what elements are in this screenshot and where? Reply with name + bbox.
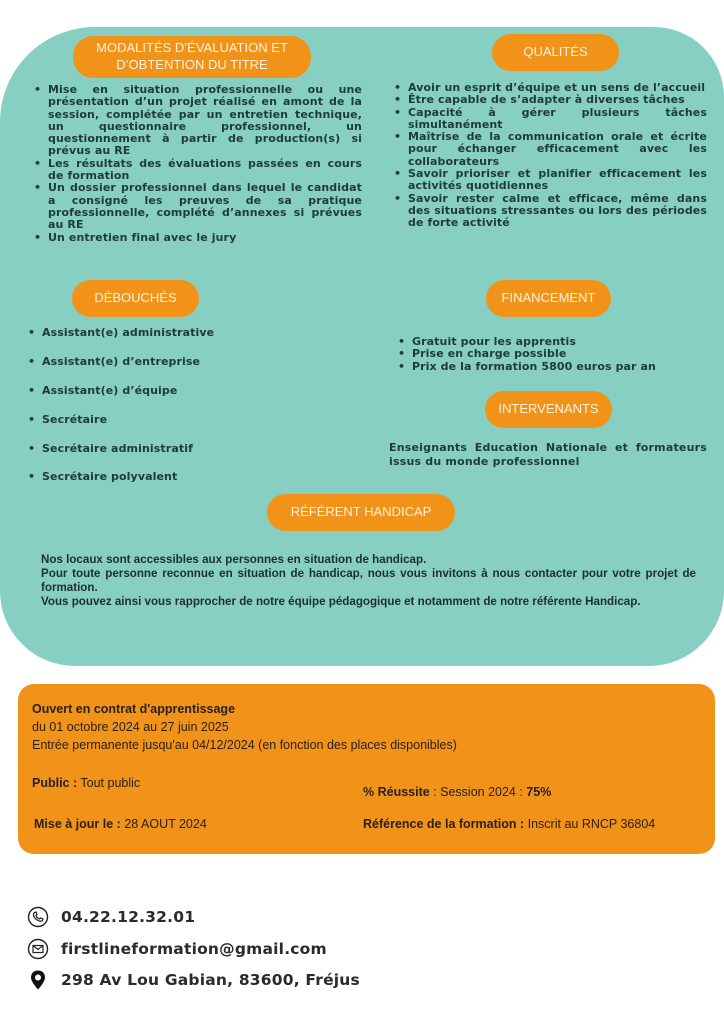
list-item: • Capacité à gérer plusieurs tâches simultanément <box>394 107 707 132</box>
handicap-title: RÉFÉRENT HANDICAP <box>290 504 432 520</box>
reference-value: Inscrit au RNCP 36804 <box>524 817 656 831</box>
list-item: • Mise en situation professionnelle ou une présentation d’un projet réalisé en amont de la session, complétée par un entretien technique, un questionnaire professionnel, un questionnement à partir de production(s) si prévus au RE <box>34 84 362 158</box>
list-item: • Assistant(e) d’équipe <box>28 385 328 397</box>
list-item: • Maîtrise de la communication orale et écrite pour échanger efficacement avec les collaborateurs <box>394 131 707 168</box>
list-item: • Un entretien final avec le jury <box>34 232 362 244</box>
email-address[interactable]: firstlineformation@gmail.com <box>61 940 327 958</box>
intervenants-title: INTERVENANTS <box>498 401 599 417</box>
list-item: • Secrétaire administratif <box>28 443 328 455</box>
handicap-heading <box>267 494 455 531</box>
list-item: • Un dossier professionnel dans lequel le candidat a consigné les preuves de sa pratique professionnelle, complété d’annexes si prévues au RE <box>34 182 362 231</box>
handicap-paragraph: Nos locaux sont accessibles aux personnes en situation de handicap. <box>41 553 427 566</box>
training-dates: du 01 octobre 2024 au 27 juin 2025 <box>32 720 229 734</box>
debouches-list <box>28 327 328 500</box>
contract-heading: Ouvert en contrat d'apprentissage <box>32 702 236 716</box>
intervenants-heading <box>485 391 612 428</box>
financement-title: FINANCEMENT <box>501 290 596 306</box>
update-label: Mise à jour le : <box>34 817 121 831</box>
public-value: Tout public <box>77 776 141 790</box>
list-item: • Être capable de s’adapter à diverses tâches <box>394 94 707 106</box>
contact-address <box>27 969 360 991</box>
phone-number[interactable]: 04.22.12.32.01 <box>61 908 196 926</box>
success-label: % Réussite <box>363 785 430 799</box>
qualites-title: QUALITÉS <box>523 44 588 60</box>
list-item: • Prix de la formation 5800 euros par an <box>398 361 698 373</box>
handicap-text <box>41 553 696 609</box>
list-item: • Savoir prioriser et planifier efficacement les activités quotidiennes <box>394 168 707 193</box>
qualites-list <box>394 82 707 230</box>
list-item: • Avoir un esprit d’équipe et un sens de l’accueil <box>394 82 707 94</box>
update-date <box>34 817 207 831</box>
success-value: 75% <box>526 785 552 799</box>
list-item: • Assistant(e) d’entreprise <box>28 356 328 368</box>
contact-email <box>27 938 327 960</box>
entry-info: Entrée permanente jusqu'au 04/12/2024 (en fonction des places disponibles) <box>32 738 457 752</box>
list-item: • Gratuit pour les apprentis <box>398 336 698 348</box>
list-item: • Prise en charge possible <box>398 348 698 360</box>
reference-label: Référence de la formation : <box>363 817 525 831</box>
street-address: 298 Av Lou Gabian, 83600, Fréjus <box>61 971 360 989</box>
update-value: 28 AOUT 2024 <box>120 817 207 831</box>
list-item: • Secrétaire <box>28 414 328 426</box>
list-item: • Secrétaire polyvalent <box>28 471 328 483</box>
list-item: • Assistant(e) administrative <box>28 327 328 339</box>
training-reference <box>363 817 655 831</box>
debouches-title: DÉBOUCHÉS <box>94 290 177 306</box>
location-pin-icon <box>27 969 49 991</box>
financement-list <box>398 336 698 373</box>
list-item: • Savoir rester calme et efficace, même dans des situations stressantes ou lors des périodes de forte activité <box>394 193 707 230</box>
modalites-title-line1: MODALITÉS D’ÉVALUATION ET <box>96 40 288 56</box>
success-rate <box>363 785 551 799</box>
financement-heading <box>486 280 611 317</box>
public-label: Public : <box>32 776 78 790</box>
modalites-list <box>34 84 362 244</box>
qualites-heading <box>492 34 619 71</box>
success-session: : Session 2024 : <box>429 785 527 799</box>
handicap-paragraph: Pour toute personne reconnue en situation de handicap, nous vous invitons à nous contacter pour votre projet de formation. <box>41 567 696 594</box>
list-item: • Les résultats des évaluations passées en cours de formation <box>34 158 362 183</box>
modalites-title-line2: D’OBTENTION DU TITRE <box>116 57 268 72</box>
training-info-panel <box>18 684 715 854</box>
modalites-heading <box>73 36 311 78</box>
phone-icon <box>27 906 49 928</box>
debouches-heading <box>72 280 199 317</box>
handicap-paragraph: Vous pouvez ainsi vous rapprocher de notre équipe pédagogique et notamment de notre référente Handicap. <box>41 595 641 608</box>
email-icon <box>27 938 49 960</box>
intervenants-text: Enseignants Education Nationale et formateurs issus du monde professionnel <box>389 441 707 468</box>
public-info <box>32 776 140 790</box>
contact-phone <box>27 906 195 928</box>
